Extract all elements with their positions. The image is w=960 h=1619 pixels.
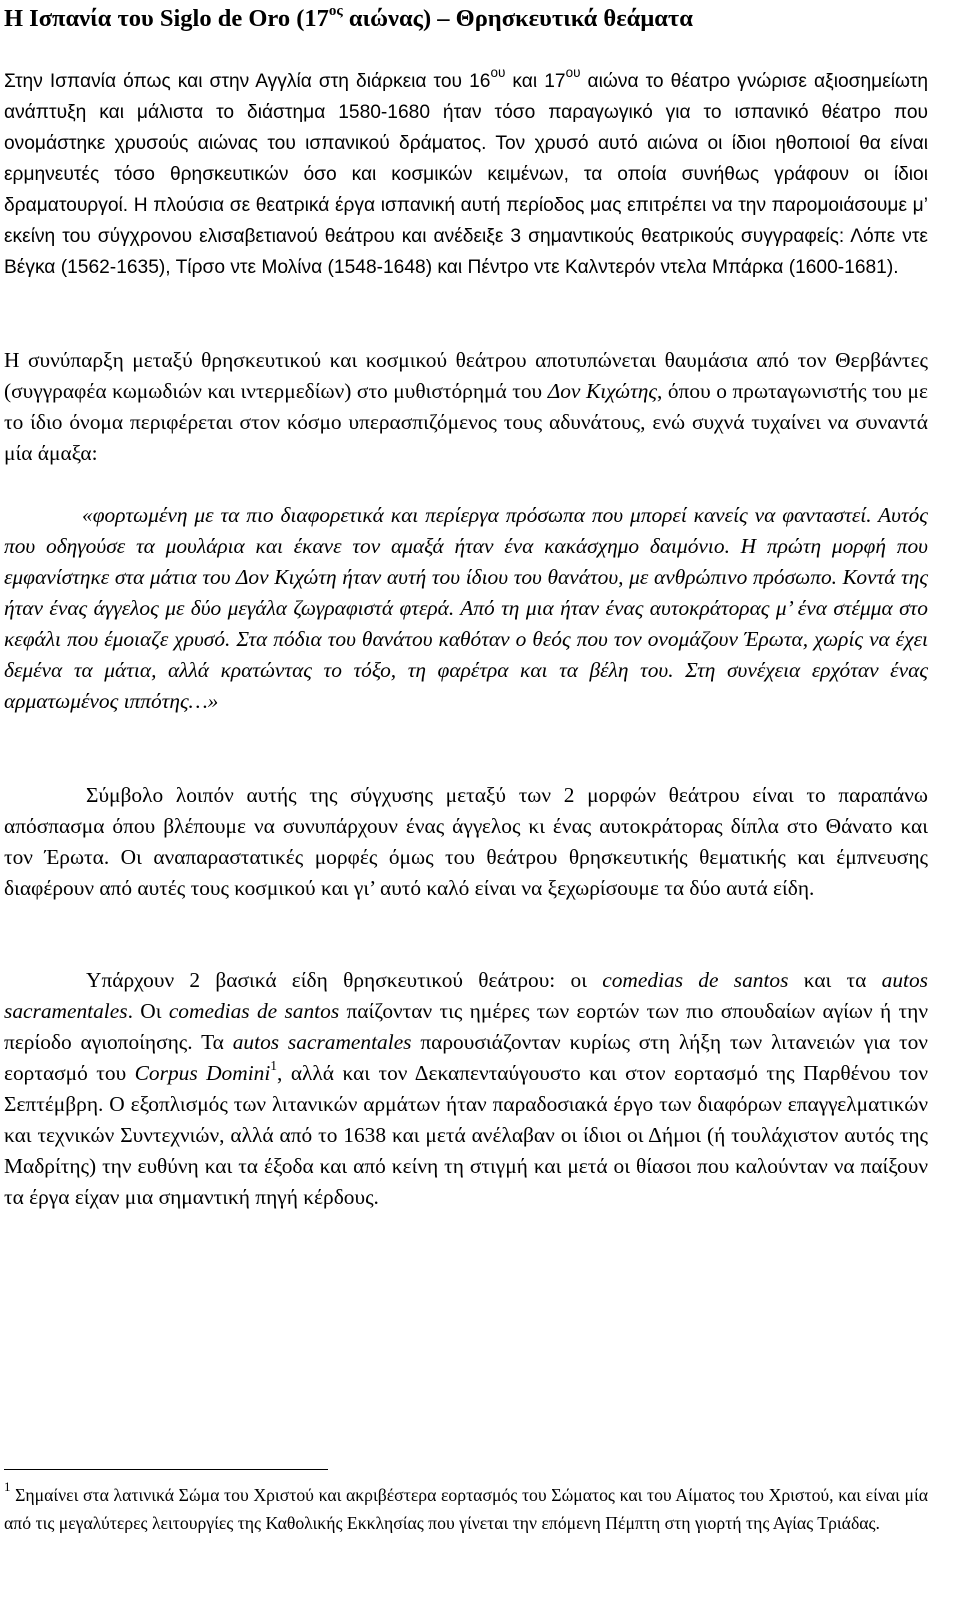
title-superscript: ος — [328, 3, 343, 19]
title-text: Η Ισπανία του Siglo de Oro (17 — [4, 5, 329, 32]
paragraph-symbol: Σύμβολο λοιπόν αυτής της σύγχυσης μεταξύ των 2 μορφών θεάτρου είναι το παραπάνω απόσπασμα όπου βλέπουμε να συνυπάρχουν ένας άγγελος κι ένας αυτοκράτορας δίπλα στο Θάνατο και τον Έρωτα. Οι αναπαραστατικές μορφές όμως του θεάτρου θρησκευτικής θεματικής και έμπνευσης διαφέρουν από αυτές τους κοσμικού και γι’ αυτό καλό είναι να ξεχωρίσουμε τα δύο αυτά είδη. — [4, 783, 928, 900]
paragraph-intro: Στην Ισπανία όπως και στην Αγγλία στη διάρκεια του $16^{o\upsilon}$ και $17^{o\upsilon}$ αιώνα το θέατρο γνώρισε αξιοσημείωτη ανάπτυξη και μάλιστα το διάστημα 1580-1680 ήταν τόσο παραγωγικό για το ισπανικό θέατρο που ονομάστηκε χρυσούς αιώνας του ισπανικού δράματος. Τον χρυσό αυτό αιώνα οι ίδιοι ηθοποιοί θα είναι ερμηνευτές τόσο θρησκευτικών όσο και κοσμικών κειμένων, τα οποία συνήθως γράφουν οι ίδιοι δραματουργοί. Η πλούσια σε θεατρικά έργα ισπανική αυτή περίοδος μας επιτρέπει να την παρομοιάσουμε μ’ εκείνη του σύγχρονου ελισαβετιανού θεάτρου και ανέδειξε 3 σημαντικούς θεατρικούς συγγραφείς: Λόπε ντε Βέγκα (1562-1635), Τίρσο ντε Μολίνα (1548-1648) και Πέντρο ντε Καλντερόν ντελα Μπάρκα (1600-1681). — [4, 65, 928, 279]
footnote-divider — [4, 1469, 328, 1470]
footnote-mark: 1 — [4, 1479, 11, 1494]
paragraph-cervantes: Η συνύπαρξη μεταξύ θρησκευτικού και κοσμικού θεάτρου αποτυπώνεται θαυμάσια από τον Θερβάντες (συγγραφέα κωμωδιών και ιντερμεδίων) στο μυθιστόρημά του Δον Κιχώτης, όπου ο πρωταγωνιστής του με το ίδιο όνομα περιφέρεται στον κόσμο υπερασπιζόμενος τους αδυνάτους, ενώ συχνά τυχαίνει να συναντά μία άμαξα: — [4, 348, 928, 465]
page-title — [4, 2, 928, 36]
footnote-reference: 1 — [270, 1058, 278, 1073]
book-title: Δον Κιχώτης — [547, 379, 658, 403]
block-quote: «φορτωμένη με τα πιο διαφορετικά και περίεργα πρόσωπα που μπορεί κανείς να φανταστεί. Αυτός που οδηγούσε τα μουλάρια και έκανε τον αμαξά ήταν ένα κακάσχημο δαιμόνιο. Η πρώτη μορφή που εμφανίστηκε στα μάτια του Δον Κιχώτη ήταν αυτή του ίδιου του θανάτου, με ανθρώπινο πρόσωπο. Κοντά της ήταν ένας άγγελος με δύο μεγάλα ζωγραφιστά φτερά. Από τη μια ήταν ένας αυτοκράτορας μ’ ένα στέμμα στο κεφάλι που έμοιαζε χρυσό. Στα πόδια του θανάτου καθόταν ο θεός που τον ονομάζουν Έρωτα, χωρίς να έχει δεμένα τα μάτια, αλλά κρατώντας το τόξο, τη φαρέτρα και τα βέλη του. Στη συνέχεια ερχόταν ένας αρματωμένος ιππότης…» — [4, 503, 928, 714]
paragraph-genres: Υπάρχουν 2 βασικά είδη θρησκευτικού θεάτρου: οι comedias de santos και τα autos sacramentales. Οι comedias de santos παίζονταν τις ημέρες των εορτών των πιο σπουδαίων αγίων ή την περίοδο αγιοποίησης. Τα autos sacramentales παρουσιάζονταν κυρίως στη λήξη των λιτανειών για τον εορτασμό του Corpus Domini$^1$, αλλά και τον Δεκαπενταύγουστο και στον εορτασμό της Παρθένου τον Σεπτέμβρη. Ο εξοπλισμός των λιτανικών αρμάτων ήταν παραδοσιακά έργο των διαφόρων επαγγελματικών και τεχνικών Συντεχνιών, αλλά από το 1638 και μετά ανέλαβαν οι ίδιοι οι Δήμοι (ή τουλάχιστον αυτός της Μαδρίτης) την ευθύνη και τα έξοδα και από κείνη τη στιγμή και μετά οι θίασοι που καλούνταν να παίξουν τα έργα είχαν μια σημαντική πηγή κέρδους. — [4, 968, 929, 1209]
title-text-end: αιώνας) – Θρησκευτικά θεάματα — [342, 5, 693, 32]
footnote: $^1$ Σημαίνει στα λατινικά Σώμα του Χριστού και ακριβέστερα εορτασμός του Σώματος και του Αίματος του Χριστού, και είναι μία από τις μεγαλύτερες λειτουργίες της Καθολικής Εκκλησίας που γίνεται την επόμενη Πέμπτη στη γιορτή της Αγίας Τριάδας. — [4, 1479, 928, 1533]
